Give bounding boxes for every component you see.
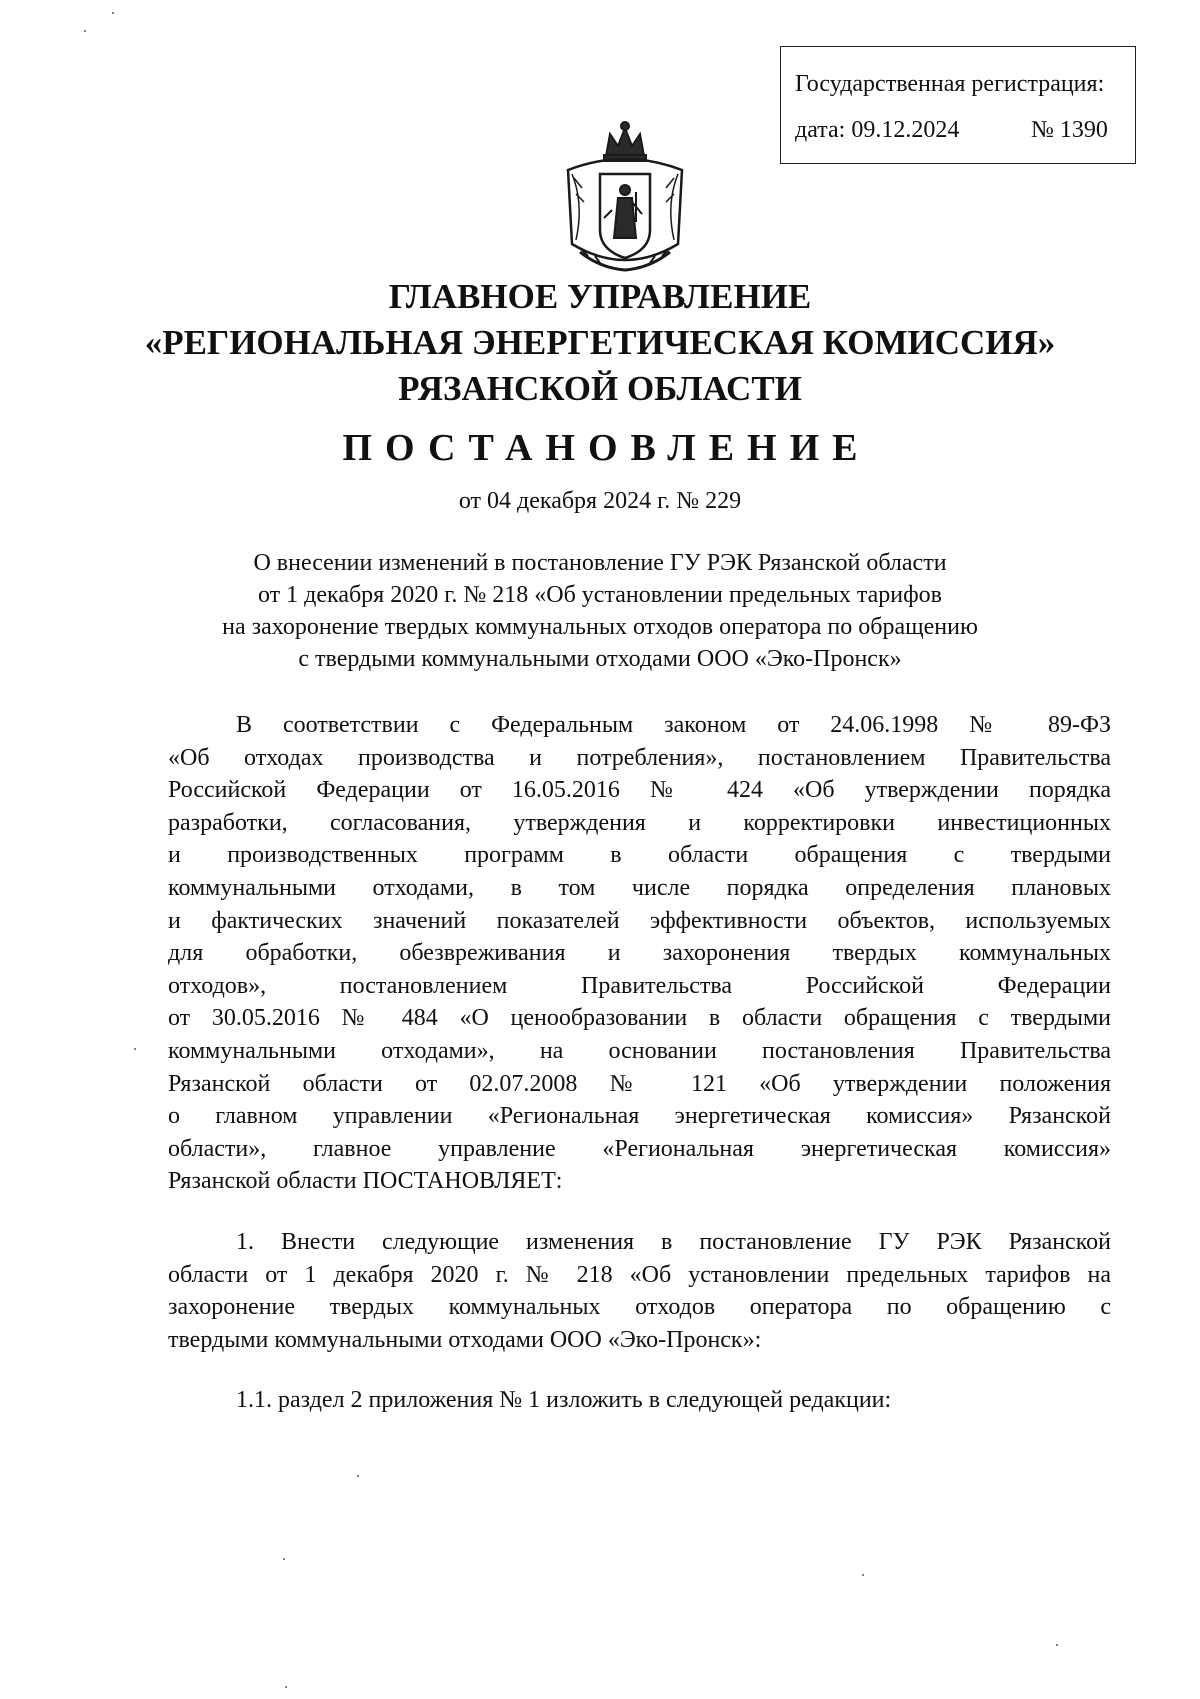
agency-line-3: РЯЗАНСКОЙ ОБЛАСТИ — [398, 369, 802, 408]
registration-box — [780, 46, 1136, 164]
subject-line: О внесении изменений в постановление ГУ РЭК Рязанской области — [253, 550, 947, 576]
body-line: разработки, согласования, утверждения и корректировки инвестиционных — [168, 809, 1111, 836]
scan-speck — [1056, 1644, 1058, 1646]
body-line: 1. Внести следующие изменения в постановление ГУ РЭК Рязанской — [236, 1228, 1111, 1255]
registration-number: № 1390 — [1031, 117, 1108, 143]
body-line: отходов», постановлением Правительства Российской Федерации — [168, 972, 1111, 999]
clause-1-1-paragraph — [168, 1384, 1111, 1417]
scan-speck — [357, 1475, 359, 1477]
document-body — [168, 709, 1111, 1417]
document-subject — [0, 547, 1200, 675]
body-line: коммунальными отходами, в том числе порядка определения плановых — [168, 874, 1111, 901]
body-line: области», главное управление «Региональная энергетическая комиссия» — [168, 1135, 1111, 1162]
scan-speck — [84, 30, 86, 32]
body-line: твердыми коммунальными отходами ООО «Эко-Пронск»: — [168, 1326, 762, 1353]
agency-heading — [0, 274, 1200, 412]
body-line: области от 1 декабря 2020 г. № 218 «Об установлении предельных тарифов на — [168, 1261, 1111, 1288]
document-date-number: от 04 декабря 2024 г. № 229 — [458, 488, 742, 514]
body-line: В соответствии с Федеральным законом от 24.06.1998 № 89-ФЗ — [236, 712, 1111, 738]
body-line: для обработки, обезвреживания и захоронения твердых коммунальных — [168, 940, 1111, 967]
body-line: «Об отходах производства и потребления», постановлением Правительства — [168, 744, 1111, 771]
scan-speck — [862, 1574, 864, 1576]
subject-line: на захоронение твердых коммунальных отходов оператора по обращению — [222, 614, 978, 640]
clause-1-paragraph — [168, 1226, 1111, 1356]
body-line: от 30.05.2016 № 484 «О ценообразовании в области обращения с твердыми — [168, 1005, 1111, 1032]
agency-line-1: ГЛАВНОЕ УПРАВЛЕНИЕ — [388, 277, 812, 316]
subject-line: от 1 декабря 2020 г. № 218 «Об установлении предельных тарифов — [257, 582, 942, 608]
scan-speck — [285, 1686, 287, 1688]
body-line: коммунальными отходами», на основании постановления Правительства — [168, 1037, 1111, 1064]
body-line: Рязанской области от 02.07.2008 № 121 «Об утверждении положения — [168, 1070, 1111, 1097]
body-line: Рязанской области ПОСТАНОВЛЯЕТ: — [168, 1168, 563, 1195]
scan-speck — [134, 1048, 136, 1050]
scan-speck — [112, 12, 114, 14]
body-line: и фактических значений показателей эффективности объектов, используемых — [168, 907, 1111, 934]
subject-line: с твердыми коммунальными отходами ООО «Эко-Пронск» — [298, 646, 902, 672]
body-line: Российской Федерации от 16.05.2016 № 424 «Об утверждении порядка — [168, 777, 1111, 804]
body-line: о главном управлении «Региональная энергетическая комиссия» Рязанской — [168, 1103, 1111, 1130]
agency-line-2: «РЕГИОНАЛЬНАЯ ЭНЕРГЕТИЧЕСКАЯ КОМИССИЯ» — [144, 323, 1056, 362]
registration-title: Государственная регистрация: — [795, 71, 1105, 97]
body-line: 1.1. раздел 2 приложения № 1 изложить в следующей редакции: — [236, 1387, 892, 1414]
scan-speck — [283, 1558, 285, 1560]
body-line: и производственных программ в области обращения с твердыми — [168, 842, 1111, 869]
registration-date: дата: 09.12.2024 — [795, 117, 960, 143]
preamble-paragraph — [168, 709, 1111, 1198]
coat-of-arms-icon — [560, 118, 690, 280]
document-type-title: ПОСТАНОВЛЕНИЕ — [342, 427, 871, 469]
body-line: захоронение твердых коммунальных отходов оператора по обращению с — [168, 1294, 1111, 1321]
registration-row — [795, 113, 1135, 147]
